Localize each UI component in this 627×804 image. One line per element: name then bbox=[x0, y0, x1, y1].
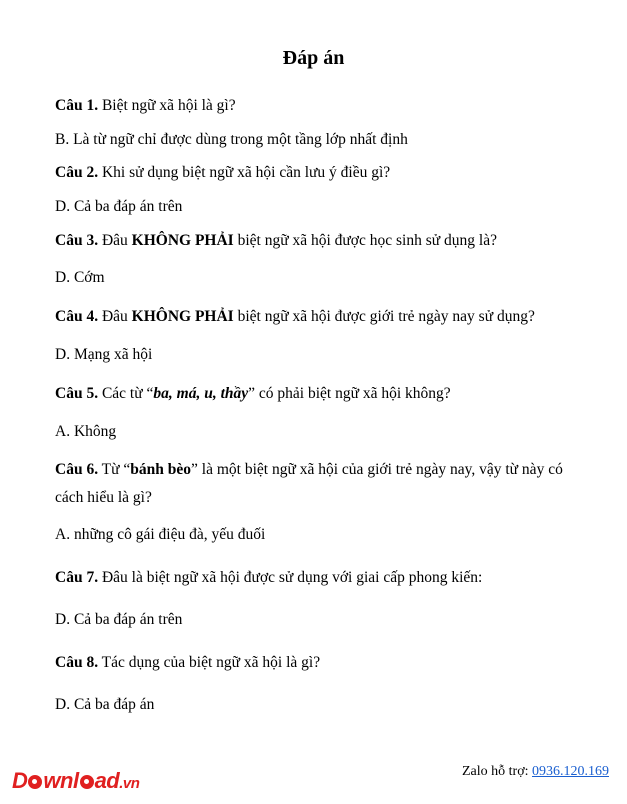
question-text-post: ” là một biệt ngữ xã hội của giới trẻ ngày nay, vậy từ này có cách hiểu là gì? bbox=[55, 461, 563, 506]
answer-1: B. Là từ ngữ chỉ được dùng trong một tầng lớp nhất định bbox=[55, 131, 408, 148]
answer-7: D. Cả ba đáp án trên bbox=[55, 611, 183, 628]
answer-8: D. Cả ba đáp án bbox=[55, 696, 155, 713]
question-text: Tác dụng của biệt ngữ xã hội là gì? bbox=[98, 654, 321, 671]
logo-o-icon bbox=[28, 775, 42, 789]
question-emphasis: ba, má, u, thầy bbox=[153, 385, 249, 402]
question-3 bbox=[55, 231, 595, 251]
question-8 bbox=[55, 653, 595, 673]
logo-text: D bbox=[12, 768, 28, 793]
question-label: Câu 5. bbox=[55, 385, 99, 402]
answer-2: D. Cả ba đáp án trên bbox=[55, 198, 183, 215]
support-label: Zalo hỗ trợ: bbox=[462, 764, 532, 779]
question-label: Câu 1. bbox=[55, 97, 99, 114]
question-label: Câu 4. bbox=[55, 308, 99, 325]
zalo-support bbox=[462, 762, 609, 782]
question-label: Câu 8. bbox=[55, 654, 99, 671]
answer-6: A. những cô gái điệu đà, yếu đuối bbox=[55, 526, 266, 543]
question-7 bbox=[55, 568, 595, 588]
question-label: Câu 2. bbox=[55, 164, 99, 181]
question-text-post: ” có phải biệt ngữ xã hội không? bbox=[248, 385, 451, 402]
question-5 bbox=[55, 384, 595, 404]
support-phone-link[interactable]: 0936.120.169 bbox=[532, 764, 609, 779]
download-vn-logo[interactable] bbox=[12, 768, 139, 797]
page-title: Đáp án bbox=[282, 47, 345, 69]
question-6 bbox=[55, 456, 585, 512]
question-emphasis: KHÔNG PHẢI bbox=[131, 232, 234, 249]
question-4 bbox=[55, 307, 595, 327]
question-emphasis: bánh bèo bbox=[130, 461, 192, 478]
logo-text: ad bbox=[94, 768, 120, 793]
answer-4: D. Mạng xã hội bbox=[55, 346, 153, 363]
question-emphasis: KHÔNG PHẢI bbox=[131, 308, 234, 325]
question-text-pre: Các từ “ bbox=[98, 385, 154, 402]
question-text: Khi sử dụng biệt ngữ xã hội cần lưu ý điều gì? bbox=[98, 164, 391, 181]
question-text: Đâu là biệt ngữ xã hội được sử dụng với giai cấp phong kiến: bbox=[98, 569, 483, 586]
question-text-pre: Từ “ bbox=[98, 461, 131, 478]
question-2 bbox=[55, 163, 595, 183]
question-label: Câu 3. bbox=[55, 232, 99, 249]
logo-text: wnl bbox=[43, 768, 79, 793]
question-1 bbox=[55, 96, 595, 116]
question-label: Câu 7. bbox=[55, 569, 99, 586]
question-text: Biệt ngữ xã hội là gì? bbox=[98, 97, 236, 114]
answer-3: D. Cớm bbox=[55, 269, 105, 286]
question-text-pre: Đâu bbox=[98, 232, 132, 249]
question-label: Câu 6. bbox=[55, 461, 99, 478]
question-text-post: biệt ngữ xã hội được giới trẻ ngày nay sử dụng? bbox=[233, 308, 535, 325]
logo-tld: .vn bbox=[119, 775, 140, 792]
question-text-pre: Đâu bbox=[98, 308, 132, 325]
logo-o-icon bbox=[80, 775, 94, 789]
question-text-post: biệt ngữ xã hội được học sinh sử dụng là? bbox=[233, 232, 497, 249]
answer-5: A. Không bbox=[55, 423, 117, 440]
